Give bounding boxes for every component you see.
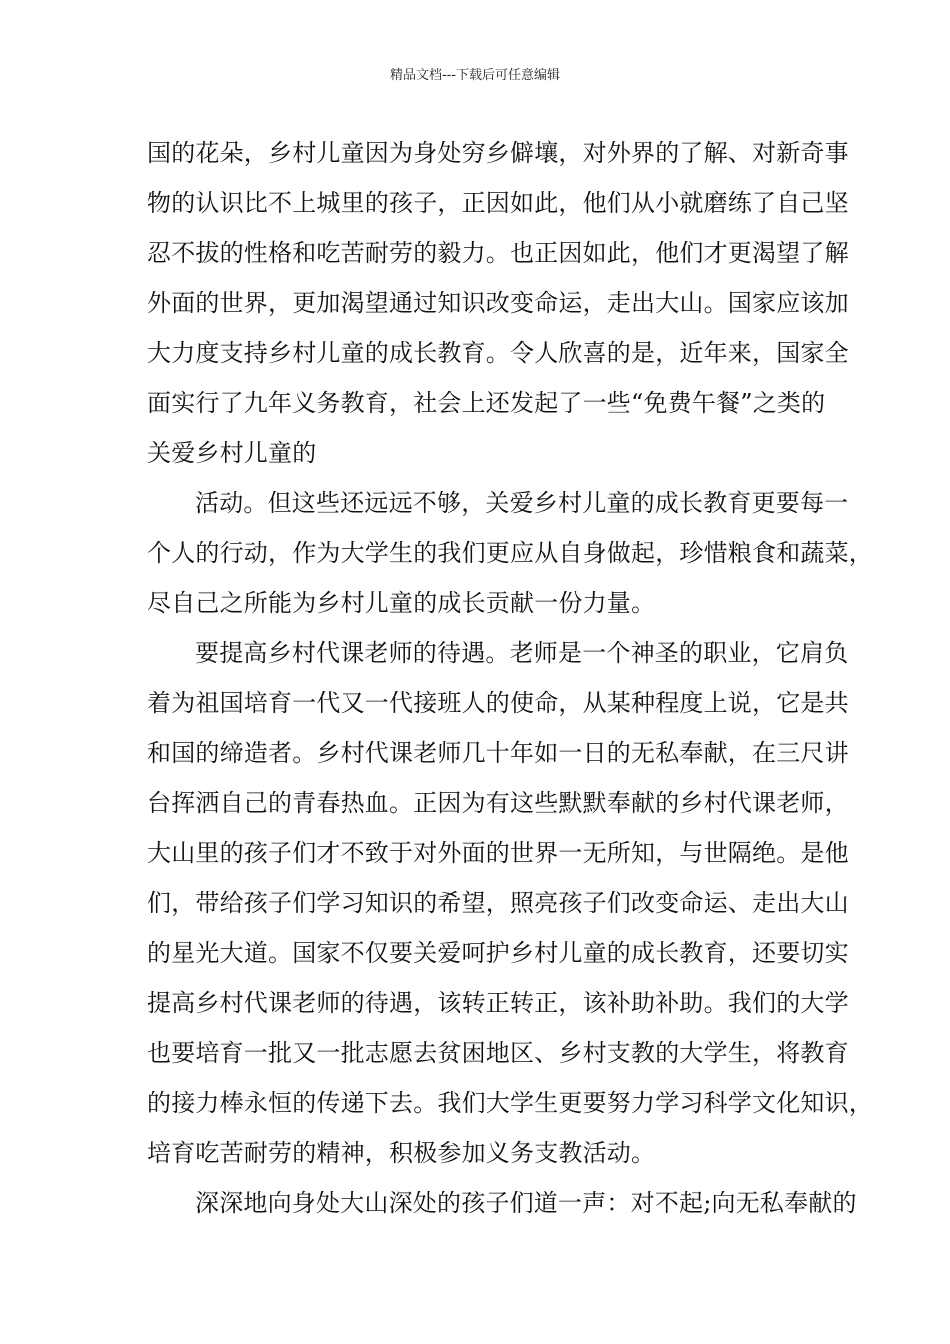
text-line: 台挥洒自己的青春热血。正因为有这些默默奉献的乡村代课老师， <box>147 789 849 817</box>
text-line: 的接力棒永恒的传递下去。我们大学生更要努力学习科学文化知识， <box>147 1089 873 1117</box>
text-line: 提高乡村代课老师的待遇，该转正转正，该补助补助。我们的大学 <box>147 989 849 1017</box>
text-line: 面实行了九年义务教育，社会上还发起了一些“免费午餐”之类的 <box>147 389 826 417</box>
paragraph-start-line: 活动。但这些还远远不够，关爱乡村儿童的成长教育更要每一 <box>195 489 849 517</box>
paragraph-start-line: 深深地向身处大山深处的孩子们道一声：对不起;向无私奉献的 <box>195 1189 857 1217</box>
text-line: 也要培育一批又一批志愿去贫困地区、乡村支教的大学生，将教育 <box>147 1039 849 1067</box>
text-line: 国的花朵，乡村儿童因为身处穷乡僻壤，对外界的了解、对新奇事 <box>147 139 849 167</box>
text-line: 外面的世界，更加渴望通过知识改变命运，走出大山。国家应该加 <box>147 289 849 317</box>
body-text <box>147 128 873 1228</box>
text-line: 物的认识比不上城里的孩子，正因如此，他们从小就磨练了自己坚 <box>147 189 849 217</box>
text-line: 着为祖国培育一代又一代接班人的使命，从某种程度上说，它是共 <box>147 689 849 717</box>
text-line: 关爱乡村儿童的 <box>147 439 317 467</box>
text-line: 个人的行动，作为大学生的我们更应从自身做起，珍惜粮食和蔬菜， <box>147 539 873 567</box>
paragraph-start-line: 要提高乡村代课老师的待遇。老师是一个神圣的职业，它肩负 <box>195 639 849 667</box>
text-line: 和国的缔造者。乡村代课老师几十年如一日的无私奉献，在三尺讲 <box>147 739 849 767</box>
page-header: 精品文档---下载后可任意编辑 <box>389 68 561 83</box>
text-line: 忍不拔的性格和吃苦耐劳的毅力。也正因如此，他们才更渴望了解 <box>147 239 849 267</box>
text-line: 培育吃苦耐劳的精神，积极参加义务支教活动。 <box>147 1139 656 1167</box>
text-line: 们，带给孩子们学习知识的希望，照亮孩子们改变命运、走出大山 <box>147 889 849 917</box>
text-line: 尽自己之所能为乡村儿童的成长贡献一份力量。 <box>147 589 656 617</box>
text-line: 大山里的孩子们才不致于对外面的世界一无所知，与世隔绝。是他 <box>147 839 849 867</box>
text-line: 大力度支持乡村儿童的成长教育。令人欣喜的是，近年来，国家全 <box>147 339 849 367</box>
text-line: 的星光大道。国家不仅要关爱呵护乡村儿童的成长教育，还要切实 <box>147 939 849 967</box>
